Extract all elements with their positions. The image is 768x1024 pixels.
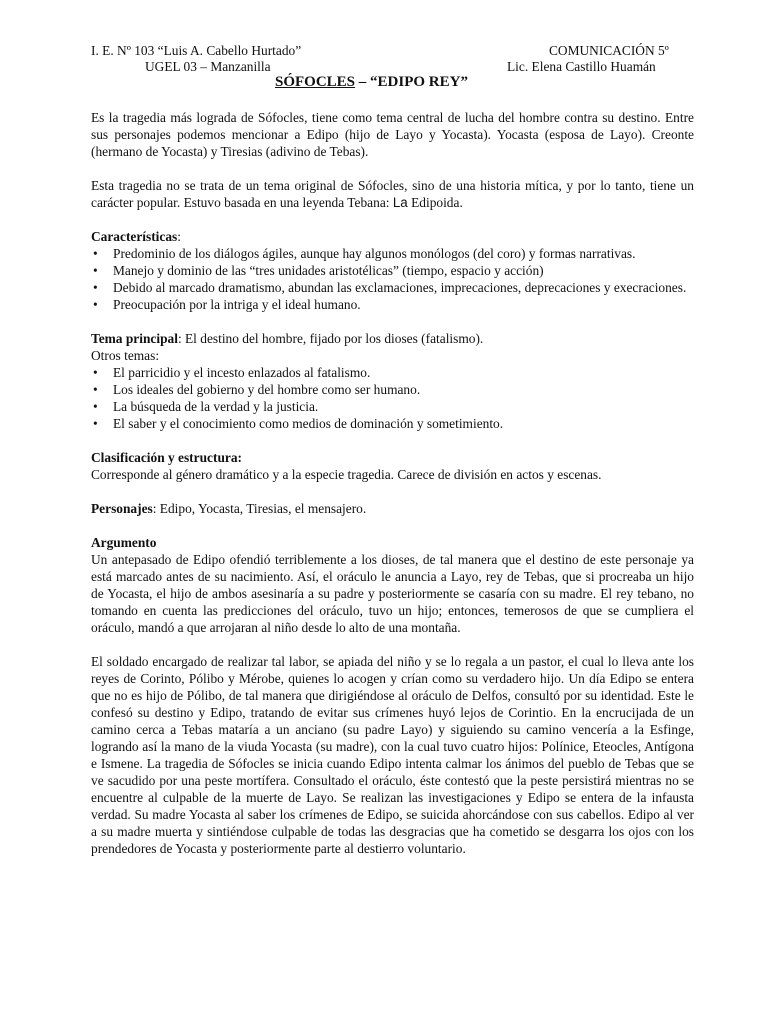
argumento-paragraph-2: El soldado encargado de realizar tal labor, se apiada del niño y se lo regala a un pastor, el cual lo lleva ante los reyes de Corinto, Pólibo y Mérobe, quienes lo acogen y crían como su verdadero hijo. Un día Edipo se entera que no es hijo de Pólibo, de tal manera que dirigiéndose al oráculo de Delfos, consultó por su identidad. Este le confesó su destino y Edipo, tratando de evitar sus crímenes huyó lejos de Corintio. En la encrucijada de un camino cerca a Tebas mataría a un anciano (su padre Layo) y siguiendo su camino vencería a la Esfinge, logrando así la mano de la viuda Yocasta (su madre), con la cual tuvo cuatro hijos: Polínice, Eteocles, Antígona e Ismene. La tragedia de Sófocles se inicia cuando Edipo intenta calmar los ánimos del pueblo de Tebas que se ve sacudido por una peste mortífera. Consultado el oráculo, éste contestó que la peste persistirá mientras no se encuentre al culpable de la muerte de Layo. Se realizan las investigaciones y Edipo se entera de la infausta verdad. Su madre Yocasta al saber los crímenes de Edipo, se suicida ahorcándose con sus cabellos. Edipo al ver a su madre muerta y sintiéndose culpable de todas las desgracias que ha cometido se desgarra los ojos con los prendedores de Yocasta y posteriormente parte al destierro voluntario. (91, 654, 694, 856)
intro-paragraph-1: Es la tragedia más lograda de Sófocles, tiene como tema central de lucha del hombre contra su destino. Entre sus personajes podemos mencionar a Edipo (hijo de Layo y Yocasta). Yocasta (esposa de Layo). Creonte (hermano de Yocasta) y Tiresias (adivino de Tebas). (91, 110, 694, 159)
tema-heading: Tema principal (91, 331, 178, 346)
personajes (91, 500, 694, 517)
otros-temas-label: Otros temas: (91, 348, 160, 363)
list-item: • Predominio de los diálogos ágiles, aunque hay algunos monólogos (del coro) y formas narrativas. (91, 245, 694, 262)
list-item: • Debido al marcado dramatismo, abundan las exclamaciones, imprecaciones, deprecaciones y execraciones. (91, 279, 694, 296)
list-item: • Preocupación por la intriga y el ideal humano. (91, 296, 694, 313)
caracteristicas-list (91, 245, 694, 313)
clasificacion-text: Corresponde al género dramático y a la especie tragedia. Carece de división en actos y escenas. (91, 467, 602, 482)
clasificacion-heading (91, 449, 694, 466)
intro-p2-sans: La (392, 195, 408, 210)
document-body (91, 109, 694, 857)
title-separator: – (355, 74, 371, 90)
tema-text: : El destino del hombre, fijado por los dioses (fatalismo). (177, 331, 484, 346)
caracteristicas-heading-label: Características (91, 229, 178, 244)
personajes-heading: Personajes (91, 501, 153, 516)
caracteristicas-colon: : (177, 229, 181, 244)
intro-p2-main: Esta tragedia no se trata de un tema original de Sófocles, sino de una historia mítica, y por lo tanto, tiene un carácter popular. Estuvo basada en una leyenda Tebana: (91, 178, 694, 210)
list-item: • Los ideales del gobierno y del hombre como ser humano. (91, 381, 694, 398)
caracteristicas-heading (91, 228, 694, 245)
tema-principal (91, 330, 694, 347)
clasificacion-heading-label: Clasificación y estructura: (91, 450, 242, 465)
list-item: • Manejo y dominio de las “tres unidades aristotélicas” (tiempo, espacio y acción) (91, 262, 694, 279)
header-course: COMUNICACIÓN 5º (549, 43, 669, 58)
intro-p2-end: Edipoida. (407, 195, 463, 210)
argumento-heading (91, 534, 694, 551)
header-teacher: Lic. Elena Castillo Huamán (507, 59, 656, 74)
argumento-heading-label: Argumento (91, 535, 157, 550)
personajes-text: : Edipo, Yocasta, Tiresias, el mensajero. (152, 501, 367, 516)
page-title (275, 74, 468, 91)
header-ugel: UGEL 03 – Manzanilla (145, 59, 271, 74)
header-school: I. E. Nº 103 “Luis A. Cabello Hurtado” (91, 43, 302, 58)
intro-paragraph-2 (91, 177, 694, 211)
list-item: • El saber y el conocimiento como medios de dominación y sometimiento. (91, 415, 694, 432)
otros-temas-list (91, 364, 694, 432)
list-item: • La búsqueda de la verdad y la justicia. (91, 398, 694, 415)
list-item: • El parricidio y el incesto enlazados al fatalismo. (91, 364, 694, 381)
title-work: “EDIPO REY” (370, 74, 468, 90)
argumento-paragraph-1: Un antepasado de Edipo ofendió terriblemente a los dioses, de tal manera que el destino de este personaje ya está marcado antes de su nacimiento. Así, el oráculo le anuncia a Layo, rey de Tebas, que si procreaba un hijo de Yocasta, el hijo de ambos asesinaría a su padre y posteriormente se casaría con su madre. El rey tebano, no tomando en cuenta las predicciones del oráculo, tuvo un hijo; entonces, temerosos de que se cumpliera el oráculo, mandó a que arrojaran al niño desde lo alto de una montaña. (91, 552, 694, 635)
title-author: SÓFOCLES (275, 74, 356, 90)
